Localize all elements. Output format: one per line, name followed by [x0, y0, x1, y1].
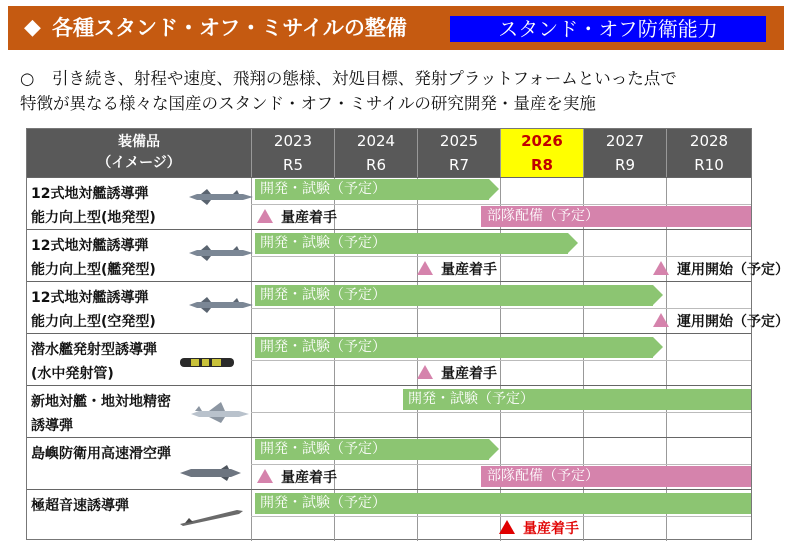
- description-line-2: 特徴が異なる様々な国産のスタンド・オフ・ミサイルの研究開発・量産を実施: [20, 94, 596, 113]
- equipment-name: [31, 286, 156, 334]
- equipment-name: [31, 442, 171, 466]
- reiwa-header-highlight: R8: [500, 153, 583, 177]
- mass-production-marker: [499, 519, 579, 539]
- equipment-name: [31, 234, 156, 282]
- reiwa-header: R10: [666, 153, 751, 177]
- deployment-bar: [481, 206, 751, 227]
- bar-arrow-icon: [653, 337, 663, 357]
- development-label: 開発・試験（予定）: [260, 339, 386, 355]
- year-header: 2024: [334, 129, 417, 153]
- row-divider: [251, 516, 751, 517]
- mass-production-label: 量産着手: [441, 366, 497, 382]
- schedule-table: [26, 128, 789, 540]
- deployment-label: 部隊配備（予定）: [487, 208, 599, 224]
- table-row: [27, 333, 751, 385]
- item-header-sublabel: （イメージ）: [97, 155, 181, 171]
- equipment-name-line: (水中発射管): [31, 366, 114, 382]
- equipment-name: [31, 182, 156, 230]
- description: [20, 66, 790, 116]
- year-header: 2025: [417, 129, 500, 153]
- table-row: [27, 437, 751, 489]
- equipment-name-line: 誘導弾: [31, 418, 73, 434]
- development-label: 開発・試験（予定）: [260, 181, 386, 197]
- bar-arrow-icon: [489, 439, 499, 459]
- description-line-1: 引き続き、射程や速度、飛翔の態様、対処目標、発射プラットフォームといった点で: [52, 69, 677, 88]
- deployment-bar: [481, 466, 751, 487]
- mass-production-marker: [417, 364, 497, 384]
- development-label: 開発・試験（予定）: [260, 441, 386, 457]
- triangle-marker-icon: [499, 520, 515, 534]
- equipment-name-line: 能力向上型(空発型): [31, 314, 156, 330]
- row-divider: [251, 256, 751, 257]
- page-title: 各種スタンド・オフ・ミサイルの整備: [52, 16, 407, 40]
- development-bar: [255, 337, 653, 358]
- bar-arrow-icon: [489, 179, 499, 199]
- table-row: [27, 177, 751, 229]
- table-row: [27, 385, 751, 437]
- deployment-label: 部隊配備（予定）: [487, 468, 599, 484]
- development-bar: [255, 179, 489, 200]
- development-bar: [255, 233, 568, 254]
- missile-image: [187, 244, 255, 262]
- glide-vehicle-image: [177, 464, 243, 482]
- operation-start-label: 運用開始（予定）: [677, 262, 789, 278]
- equipment-name-line: 新地対艦・地対地精密: [31, 394, 171, 410]
- triangle-marker-icon: [653, 261, 669, 275]
- bar-arrow-icon: [653, 285, 663, 305]
- mass-production-label: 量産着手: [281, 470, 337, 486]
- equipment-name-line: 極超音速誘導弾: [31, 498, 129, 514]
- reiwa-header: R6: [334, 153, 417, 177]
- triangle-marker-icon: [257, 209, 273, 223]
- development-bar: [255, 439, 489, 460]
- development-label: 開発・試験（予定）: [260, 287, 386, 303]
- mass-production-label: 量産着手: [523, 521, 579, 537]
- reiwa-header: R7: [417, 153, 500, 177]
- row-divider: [251, 308, 751, 309]
- operation-start-label: 運用開始（予定）: [677, 314, 789, 330]
- header-bar: [8, 6, 784, 50]
- equipment-name-line: 能力向上型(地発型): [31, 210, 156, 226]
- development-bar: [255, 493, 751, 514]
- year-header: 2023: [251, 129, 334, 153]
- equipment-name: [31, 494, 129, 518]
- hypersonic-missile-image: [177, 506, 245, 528]
- equipment-name-line: 12式地対艦誘導弾: [31, 186, 149, 202]
- missile-image: [187, 296, 255, 314]
- equipment-name-line: 12式地対艦誘導弾: [31, 290, 149, 306]
- item-header-label: 装備品: [118, 134, 160, 150]
- category-badge: スタンド・オフ防衛能力: [450, 16, 766, 42]
- mass-production-label: 量産着手: [281, 210, 337, 226]
- operation-start-marker: [653, 312, 789, 332]
- equipment-name-line: 能力向上型(艦発型): [31, 262, 156, 278]
- equipment-name-line: 潜水艦発射型誘導弾: [31, 342, 157, 358]
- mass-production-marker: [417, 260, 497, 280]
- year-header: 2028: [666, 129, 751, 153]
- mass-production-label: 量産着手: [441, 262, 497, 278]
- equipment-name: [31, 338, 157, 386]
- description-bullet-icon: ○: [20, 69, 35, 88]
- header-diamond-icon: ◆: [24, 15, 41, 40]
- equipment-name-line: 島嶼防衛用高速滑空弾: [31, 446, 171, 462]
- development-label: 開発・試験（予定）: [260, 495, 386, 511]
- missile-image: [187, 400, 251, 424]
- bar-arrow-icon: [568, 233, 578, 253]
- reiwa-header: R9: [583, 153, 666, 177]
- mass-production-marker: [257, 208, 337, 228]
- row-divider: [251, 204, 751, 205]
- equipment-name-line: 12式地対艦誘導弾: [31, 238, 149, 254]
- row-divider: [251, 464, 751, 465]
- triangle-marker-icon: [257, 469, 273, 483]
- table-row: [27, 489, 751, 540]
- item-column-header: [27, 129, 251, 177]
- table-row: [27, 229, 789, 281]
- triangle-marker-icon: [653, 313, 669, 327]
- development-label: 開発・試験（予定）: [408, 391, 534, 407]
- torpedo-image: [177, 354, 239, 370]
- triangle-marker-icon: [417, 365, 433, 379]
- triangle-marker-icon: [417, 261, 433, 275]
- development-label: 開発・試験（予定）: [260, 235, 386, 251]
- reiwa-header: R5: [251, 153, 334, 177]
- development-bar: [403, 389, 751, 410]
- table-row: [27, 281, 789, 333]
- row-divider: [251, 360, 751, 361]
- missile-image: [187, 188, 255, 206]
- year-header-highlight: 2026: [500, 129, 583, 153]
- mass-production-marker: [257, 468, 337, 488]
- year-header: 2027: [583, 129, 666, 153]
- development-bar: [255, 285, 653, 306]
- row-divider: [251, 412, 751, 413]
- operation-start-marker: [653, 260, 789, 280]
- equipment-name: [31, 390, 171, 438]
